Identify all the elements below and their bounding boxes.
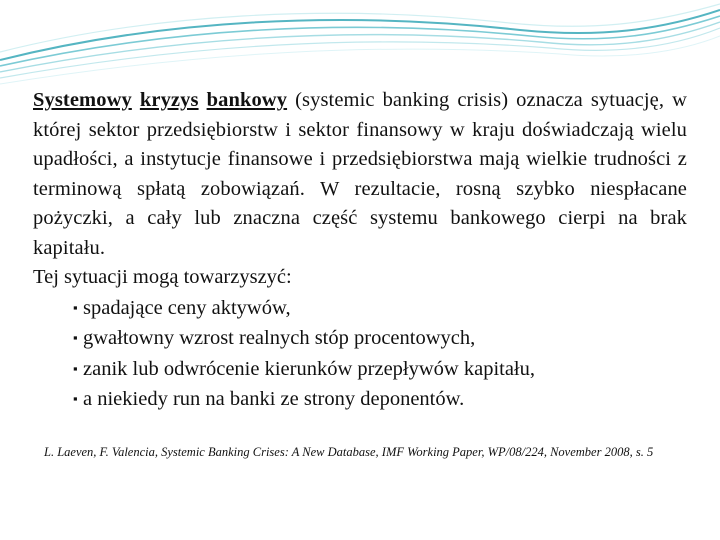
wave-line-2 bbox=[0, 16, 720, 66]
square-bullet-icon: ▪ bbox=[73, 391, 78, 406]
decorative-wave-header bbox=[0, 0, 720, 90]
bullet-text: a niekiedy run na banki ze strony deponentów. bbox=[83, 388, 465, 410]
definition-text: oznacza sytuację, w której sektor przedsiębiorstw i sektor finansowy w kraju doświadczają wielu upadłości, a instytucje finansowe i przedsiębiorstwa mają wielkie trudności z terminową spłatą zobowiązań. W rezultacie, rosną szybko niespłacane pożyczki, a cały lub znaczna część systemu bankowego cierpi na brak kapitału. bbox=[33, 89, 687, 259]
bullet-text: zanik lub odwrócenie kierunków przepływów kapitału, bbox=[83, 357, 536, 380]
wave-line-6 bbox=[0, 36, 720, 84]
bullet-text: gwałtowny wzrost realnych stóp procentowych, bbox=[83, 327, 476, 349]
citation: L. Laeven, F. Valencia, Systemic Banking Crises: A New Database, IMF Working Paper, WP/08/224, November 2008, s. 5 bbox=[44, 445, 654, 459]
square-bullet-icon: ▪ bbox=[73, 299, 78, 315]
slide-content bbox=[33, 86, 687, 415]
heading-term-word-1: Systemowy bbox=[33, 89, 132, 111]
square-bullet-icon: ▪ bbox=[73, 360, 78, 376]
list-item bbox=[73, 384, 687, 415]
heading-term-word-3: bankowy bbox=[206, 89, 288, 111]
intro-line: Tej sytuacji mogą towarzyszyć: bbox=[33, 266, 292, 288]
definition-paragraph bbox=[33, 86, 687, 263]
heading-term-word-2: kryzys bbox=[139, 89, 199, 111]
square-bullet-icon: ▪ bbox=[73, 330, 78, 345]
heading-english: (systemic banking crisis) bbox=[295, 89, 509, 111]
list-item bbox=[73, 323, 687, 354]
bullet-text: spadające ceny aktywów, bbox=[83, 296, 291, 319]
list-item bbox=[73, 293, 687, 324]
bullet-list bbox=[33, 293, 687, 415]
list-item bbox=[73, 354, 687, 385]
wave-line-3 bbox=[0, 22, 720, 72]
